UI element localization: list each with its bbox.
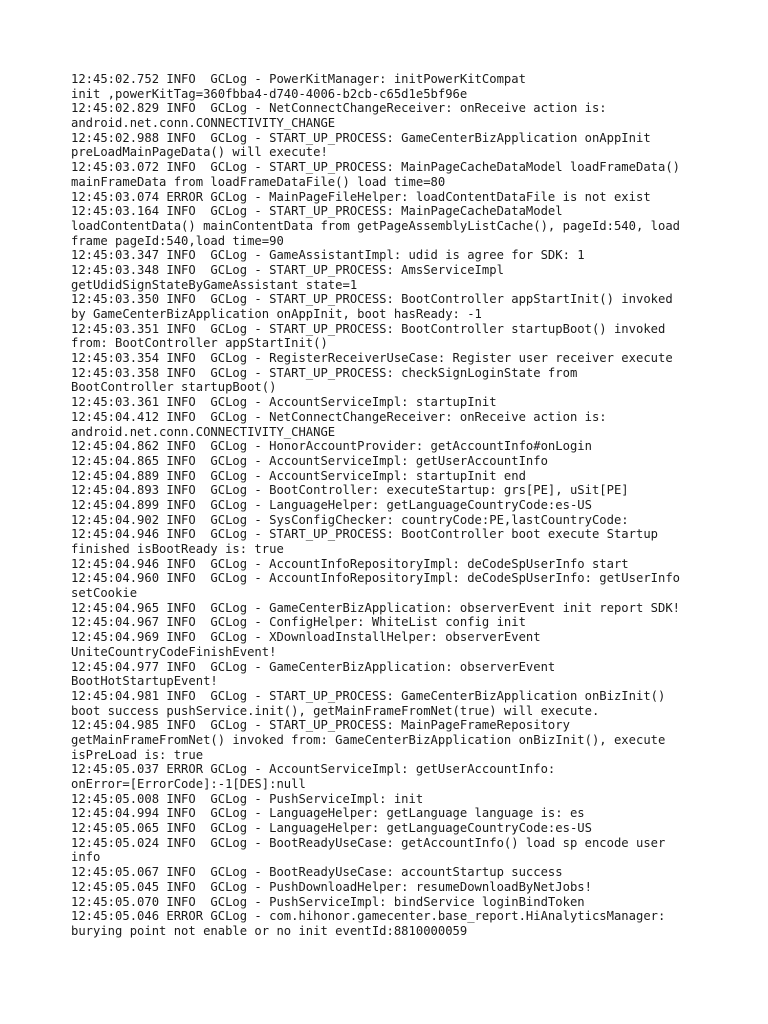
log-line: BootController startupBoot() bbox=[71, 380, 277, 395]
log-line: 12:45:04.977 INFO GCLog - GameCenterBizApplication: observerEvent bbox=[71, 659, 556, 674]
log-line: 12:45:04.893 INFO GCLog - BootController: executeStartup: grs[PE], uSit[PE] bbox=[71, 483, 629, 498]
log-line: 12:45:05.024 INFO GCLog - BootReadyUseCase: getAccountInfo() load sp encode user bbox=[71, 835, 666, 850]
log-line: 12:45:05.046 ERROR GCLog - com.hihonor.gamecenter.base_report.HiAnalyticsManager: bbox=[71, 909, 666, 924]
log-line: 12:45:02.988 INFO GCLog - START_UP_PROCESS: GameCenterBizApplication onAppInit bbox=[71, 130, 651, 145]
log-line: 12:45:02.829 INFO GCLog - NetConnectChangeReceiver: onReceive action is: bbox=[71, 101, 607, 116]
log-line: 12:45:04.946 INFO GCLog - AccountInfoRepositoryImpl: deCodeSpUserInfo start bbox=[71, 556, 629, 571]
log-line: 12:45:03.354 INFO GCLog - RegisterReceiverUseCase: Register user receiver execute bbox=[71, 351, 673, 366]
log-line: 12:45:04.965 INFO GCLog - GameCenterBizApplication: observerEvent init report SDK! bbox=[71, 600, 681, 615]
log-line: 12:45:03.358 INFO GCLog - START_UP_PROCESS: checkSignLoginState from bbox=[71, 365, 578, 380]
log-line: mainFrameData from loadFrameDataFile() load time=80 bbox=[71, 174, 446, 189]
log-line: by GameCenterBizApplication onAppInit, boot hasReady: -1 bbox=[71, 307, 482, 321]
log-line: 12:45:05.070 INFO GCLog - PushServiceImpl: bindService loginBindToken bbox=[71, 894, 585, 909]
log-line: 12:45:05.045 INFO GCLog - PushDownloadHelper: resumeDownloadByNetJobs! bbox=[71, 879, 592, 894]
log-line: 12:45:04.969 INFO GCLog - XDownloadInstallHelper: observerEvent bbox=[71, 630, 541, 645]
log-line: 12:45:04.412 INFO GCLog - NetConnectChangeReceiver: onReceive action is: bbox=[71, 409, 607, 424]
log-line: 12:45:04.960 INFO GCLog - AccountInfoRepositoryImpl: deCodeSpUserInfo: getUserInfo bbox=[71, 571, 681, 586]
log-line: 12:45:03.350 INFO GCLog - START_UP_PROCESS: BootController appStartInit() invoked bbox=[71, 292, 673, 307]
log-line: 12:45:04.946 INFO GCLog - START_UP_PROCESS: BootController boot execute Startup bbox=[71, 527, 658, 542]
log-line: getUdidSignStateByGameAssistant state=1 bbox=[71, 277, 358, 292]
log-line: android.net.conn.CONNECTIVITY_CHANGE bbox=[71, 116, 336, 131]
log-line: 12:45:04.985 INFO GCLog - START_UP_PROCESS: MainPageFrameRepository bbox=[71, 718, 570, 733]
log-line: setCookie bbox=[71, 586, 138, 601]
log-line: 12:45:02.752 INFO GCLog - PowerKitManager: initPowerKitCompat bbox=[71, 72, 526, 86]
log-line: 12:45:05.067 INFO GCLog - BootReadyUseCase: accountStartup success bbox=[71, 865, 563, 880]
log-line: 12:45:04.899 INFO GCLog - LanguageHelper: getLanguageCountryCode:es-US bbox=[71, 497, 592, 512]
log-line: 12:45:04.889 INFO GCLog - AccountServiceImpl: startupInit end bbox=[71, 468, 526, 483]
log-line: 12:45:04.994 INFO GCLog - LanguageHelper: getLanguage language is: es bbox=[71, 806, 585, 821]
log-line: 12:45:05.065 INFO GCLog - LanguageHelper: getLanguageCountryCode:es-US bbox=[71, 821, 592, 836]
log-line: 12:45:03.074 ERROR GCLog - MainPageFileHelper: loadContentDataFile is not exist bbox=[71, 189, 651, 204]
log-line: 12:45:04.902 INFO GCLog - SysConfigChecker: countryCode:PE,lastCountryCode: bbox=[71, 512, 629, 527]
log-line: frame pageId:540,load time=90 bbox=[71, 233, 284, 248]
log-line: 12:45:04.981 INFO GCLog - START_UP_PROCESS: GameCenterBizApplication onBizInit() bbox=[71, 688, 666, 703]
log-line: from: BootController appStartInit() bbox=[71, 336, 328, 351]
log-line: 12:45:05.037 ERROR GCLog - AccountServiceImpl: getUserAccountInfo: bbox=[71, 762, 556, 777]
log-line: 12:45:03.164 INFO GCLog - START_UP_PROCESS: MainPageCacheDataModel bbox=[71, 204, 563, 219]
log-line: preLoadMainPageData() will execute! bbox=[71, 145, 328, 160]
log-line: init ,powerKitTag=360fbba4-d740-4006-b2cb-c65d1e5bf96e bbox=[71, 86, 468, 101]
log-line: 12:45:05.008 INFO GCLog - PushServiceImpl: init bbox=[71, 791, 424, 806]
log-line: burying point not enable or no init eventId:8810000059 bbox=[71, 923, 468, 938]
log-line: UniteCountryCodeFinishEvent! bbox=[71, 644, 277, 659]
log-line: BootHotStartupEvent! bbox=[71, 674, 218, 689]
log-line: 12:45:04.862 INFO GCLog - HonorAccountProvider: getAccountInfo#onLogin bbox=[71, 439, 592, 454]
log-line: 12:45:03.072 INFO GCLog - START_UP_PROCESS: MainPageCacheDataModel loadFrameData() bbox=[71, 160, 681, 175]
log-line: boot success pushService.init(), getMainFrameFromNet(true) will execute. bbox=[71, 703, 600, 718]
log-line: 12:45:03.347 INFO GCLog - GameAssistantImpl: udid is agree for SDK: 1 bbox=[71, 248, 585, 263]
log-line: 12:45:03.351 INFO GCLog - START_UP_PROCESS: BootController startupBoot() invoked bbox=[71, 321, 666, 336]
log-text-block bbox=[71, 72, 711, 939]
log-line: info bbox=[71, 850, 101, 865]
log-line: getMainFrameFromNet() invoked from: GameCenterBizApplication onBizInit(), execute bbox=[71, 732, 666, 747]
log-line: 12:45:03.361 INFO GCLog - AccountServiceImpl: startupInit bbox=[71, 395, 497, 410]
log-line: isPreLoad is: true bbox=[71, 747, 204, 762]
log-line: 12:45:04.967 INFO GCLog - ConfigHelper: WhiteList config init bbox=[71, 615, 526, 630]
log-line: onError=[ErrorCode]:-1[DES]:null bbox=[71, 777, 306, 791]
log-line: 12:45:04.865 INFO GCLog - AccountServiceImpl: getUserAccountInfo bbox=[71, 453, 548, 468]
log-line: loadContentData() mainContentData from getPageAssemblyListCache(), pageId:540, load bbox=[71, 218, 681, 233]
log-line: 12:45:03.348 INFO GCLog - START_UP_PROCESS: AmsServiceImpl bbox=[71, 262, 504, 277]
log-line: android.net.conn.CONNECTIVITY_CHANGE bbox=[71, 424, 336, 439]
log-line: finished isBootReady is: true bbox=[71, 542, 284, 556]
